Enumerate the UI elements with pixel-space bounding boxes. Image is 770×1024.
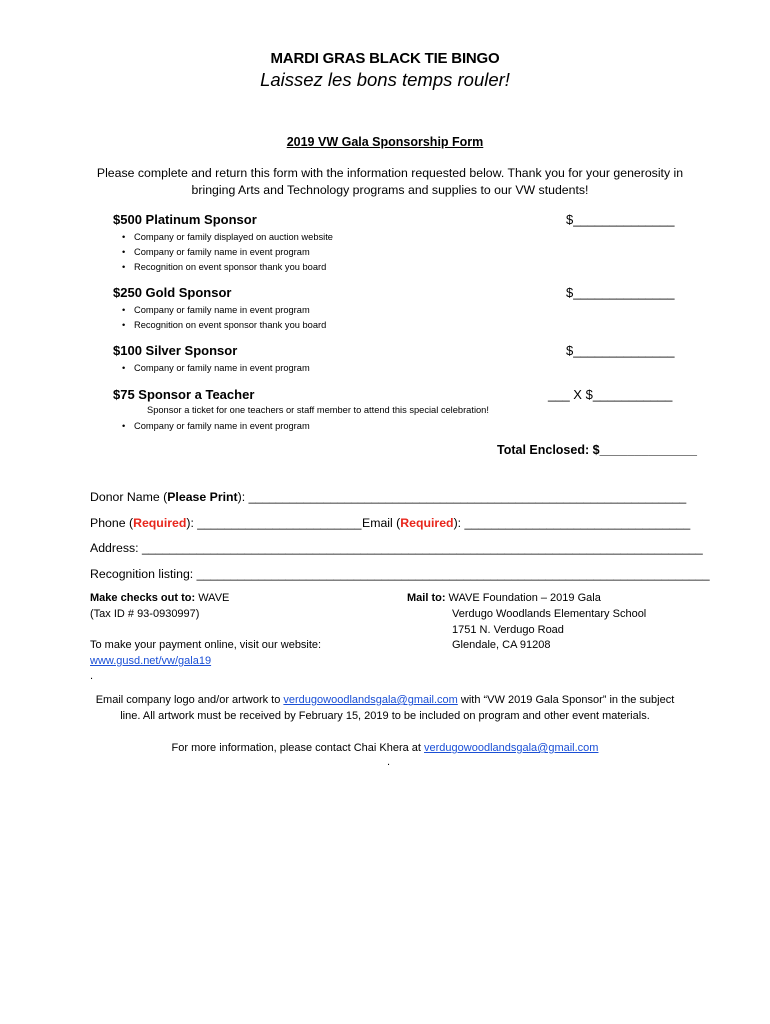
checks-value: WAVE [195, 592, 230, 604]
mail-to-line: Verdugo Woodlands Elementary School [452, 608, 647, 620]
tier-silver-benefit: • Company or family name in event program [134, 363, 310, 373]
email-line: ): _________________________________ [453, 516, 691, 530]
address-field[interactable]: Address: __________________________________________________________________________________ [90, 541, 703, 555]
page-title: MARDI GRAS BLACK TIE BINGO [270, 50, 500, 67]
tier-gold-benefit: • Company or family name in event program [134, 305, 310, 315]
tier-platinum-benefit: • Company or family displayed on auction website [134, 232, 333, 242]
email-label: Email ( [362, 516, 401, 530]
tier-platinum-label: $500 Platinum Sponsor [113, 212, 257, 227]
email-required-note: Required [400, 516, 454, 530]
contact-email-link[interactable]: verdugowoodlandsgala@gmail.com [424, 742, 599, 754]
trailing-period: . [387, 756, 391, 768]
online-payment-text: To make your payment online, visit our website: [90, 639, 322, 651]
artwork-instructions [85, 692, 685, 724]
website-link[interactable]: www.gusd.net/vw/gala19 [90, 655, 212, 667]
tier-teacher-amount-field[interactable]: ___ X $___________ [548, 387, 673, 402]
checks-label: Make checks out to: [90, 592, 196, 604]
checks-payable [90, 592, 229, 604]
donor-name-line: ): ________________________________________________________________ [237, 490, 687, 504]
tier-platinum-benefit: • Company or family name in event program [134, 247, 310, 257]
artwork-email-link[interactable]: verdugowoodlandsgala@gmail.com [283, 694, 458, 706]
donor-name-label: Donor Name ( [90, 490, 168, 504]
donor-name-field[interactable] [90, 490, 686, 504]
tax-id: (Tax ID # 93-0930997) [90, 608, 200, 620]
phone-line: ): ________________________ [186, 516, 362, 530]
tier-teacher-label: $75 Sponsor a Teacher [113, 387, 255, 402]
mail-to [407, 592, 601, 604]
contact-info [85, 740, 685, 756]
artwork-text-rest: with “VW 2019 Gala Sponsor” in the subject line. All artwork must be received by February 15, 2019 to be included on program and other event materials. [120, 694, 675, 722]
tier-gold-amount-field[interactable]: $______________ [566, 285, 675, 300]
tier-silver-label: $100 Silver Sponsor [113, 343, 238, 358]
page-subtitle: Laissez les bons temps rouler! [260, 69, 510, 90]
form-title: 2019 VW Gala Sponsorship Form [286, 135, 484, 149]
mail-to-line: WAVE Foundation – 2019 Gala [445, 592, 601, 604]
stray-period: . [90, 670, 94, 682]
tier-gold-label: $250 Gold Sponsor [113, 285, 232, 300]
phone-field[interactable] [90, 516, 361, 530]
tier-silver-amount-field[interactable]: $______________ [566, 343, 675, 358]
phone-required-note: Required [133, 516, 187, 530]
contact-text: For more information, please contact Chai Khera at [171, 742, 425, 754]
tier-teacher-benefit: • Company or family name in event program [134, 421, 310, 431]
intro-text: Please complete and return this form with the information requested below. Thank you for your generosity in bringing Arts and Technology programs and supplies to our VW students! [96, 166, 684, 197]
donor-name-print-note: Please Print [167, 490, 238, 504]
mail-to-line: Glendale, CA 91208 [452, 639, 551, 651]
email-field[interactable] [362, 516, 690, 530]
total-enclosed-field[interactable]: Total Enclosed: $______________ [497, 443, 697, 457]
tier-platinum-amount-field[interactable]: $______________ [566, 212, 675, 227]
mail-to-label: Mail to: [407, 592, 446, 604]
recognition-listing-field[interactable]: Recognition listing: ___________________________________________________________________________ [90, 567, 710, 581]
phone-label: Phone ( [90, 516, 134, 530]
tier-gold-benefit: • Recognition on event sponsor thank you board [134, 320, 326, 330]
tier-platinum-benefit: • Recognition on event sponsor thank you board [134, 262, 326, 272]
tier-teacher-note: Sponsor a ticket for one teachers or staff member to attend this special celebration! [147, 405, 489, 415]
artwork-text: Email company logo and/or artwork to [95, 694, 284, 706]
mail-to-line: 1751 N. Verdugo Road [452, 624, 564, 636]
